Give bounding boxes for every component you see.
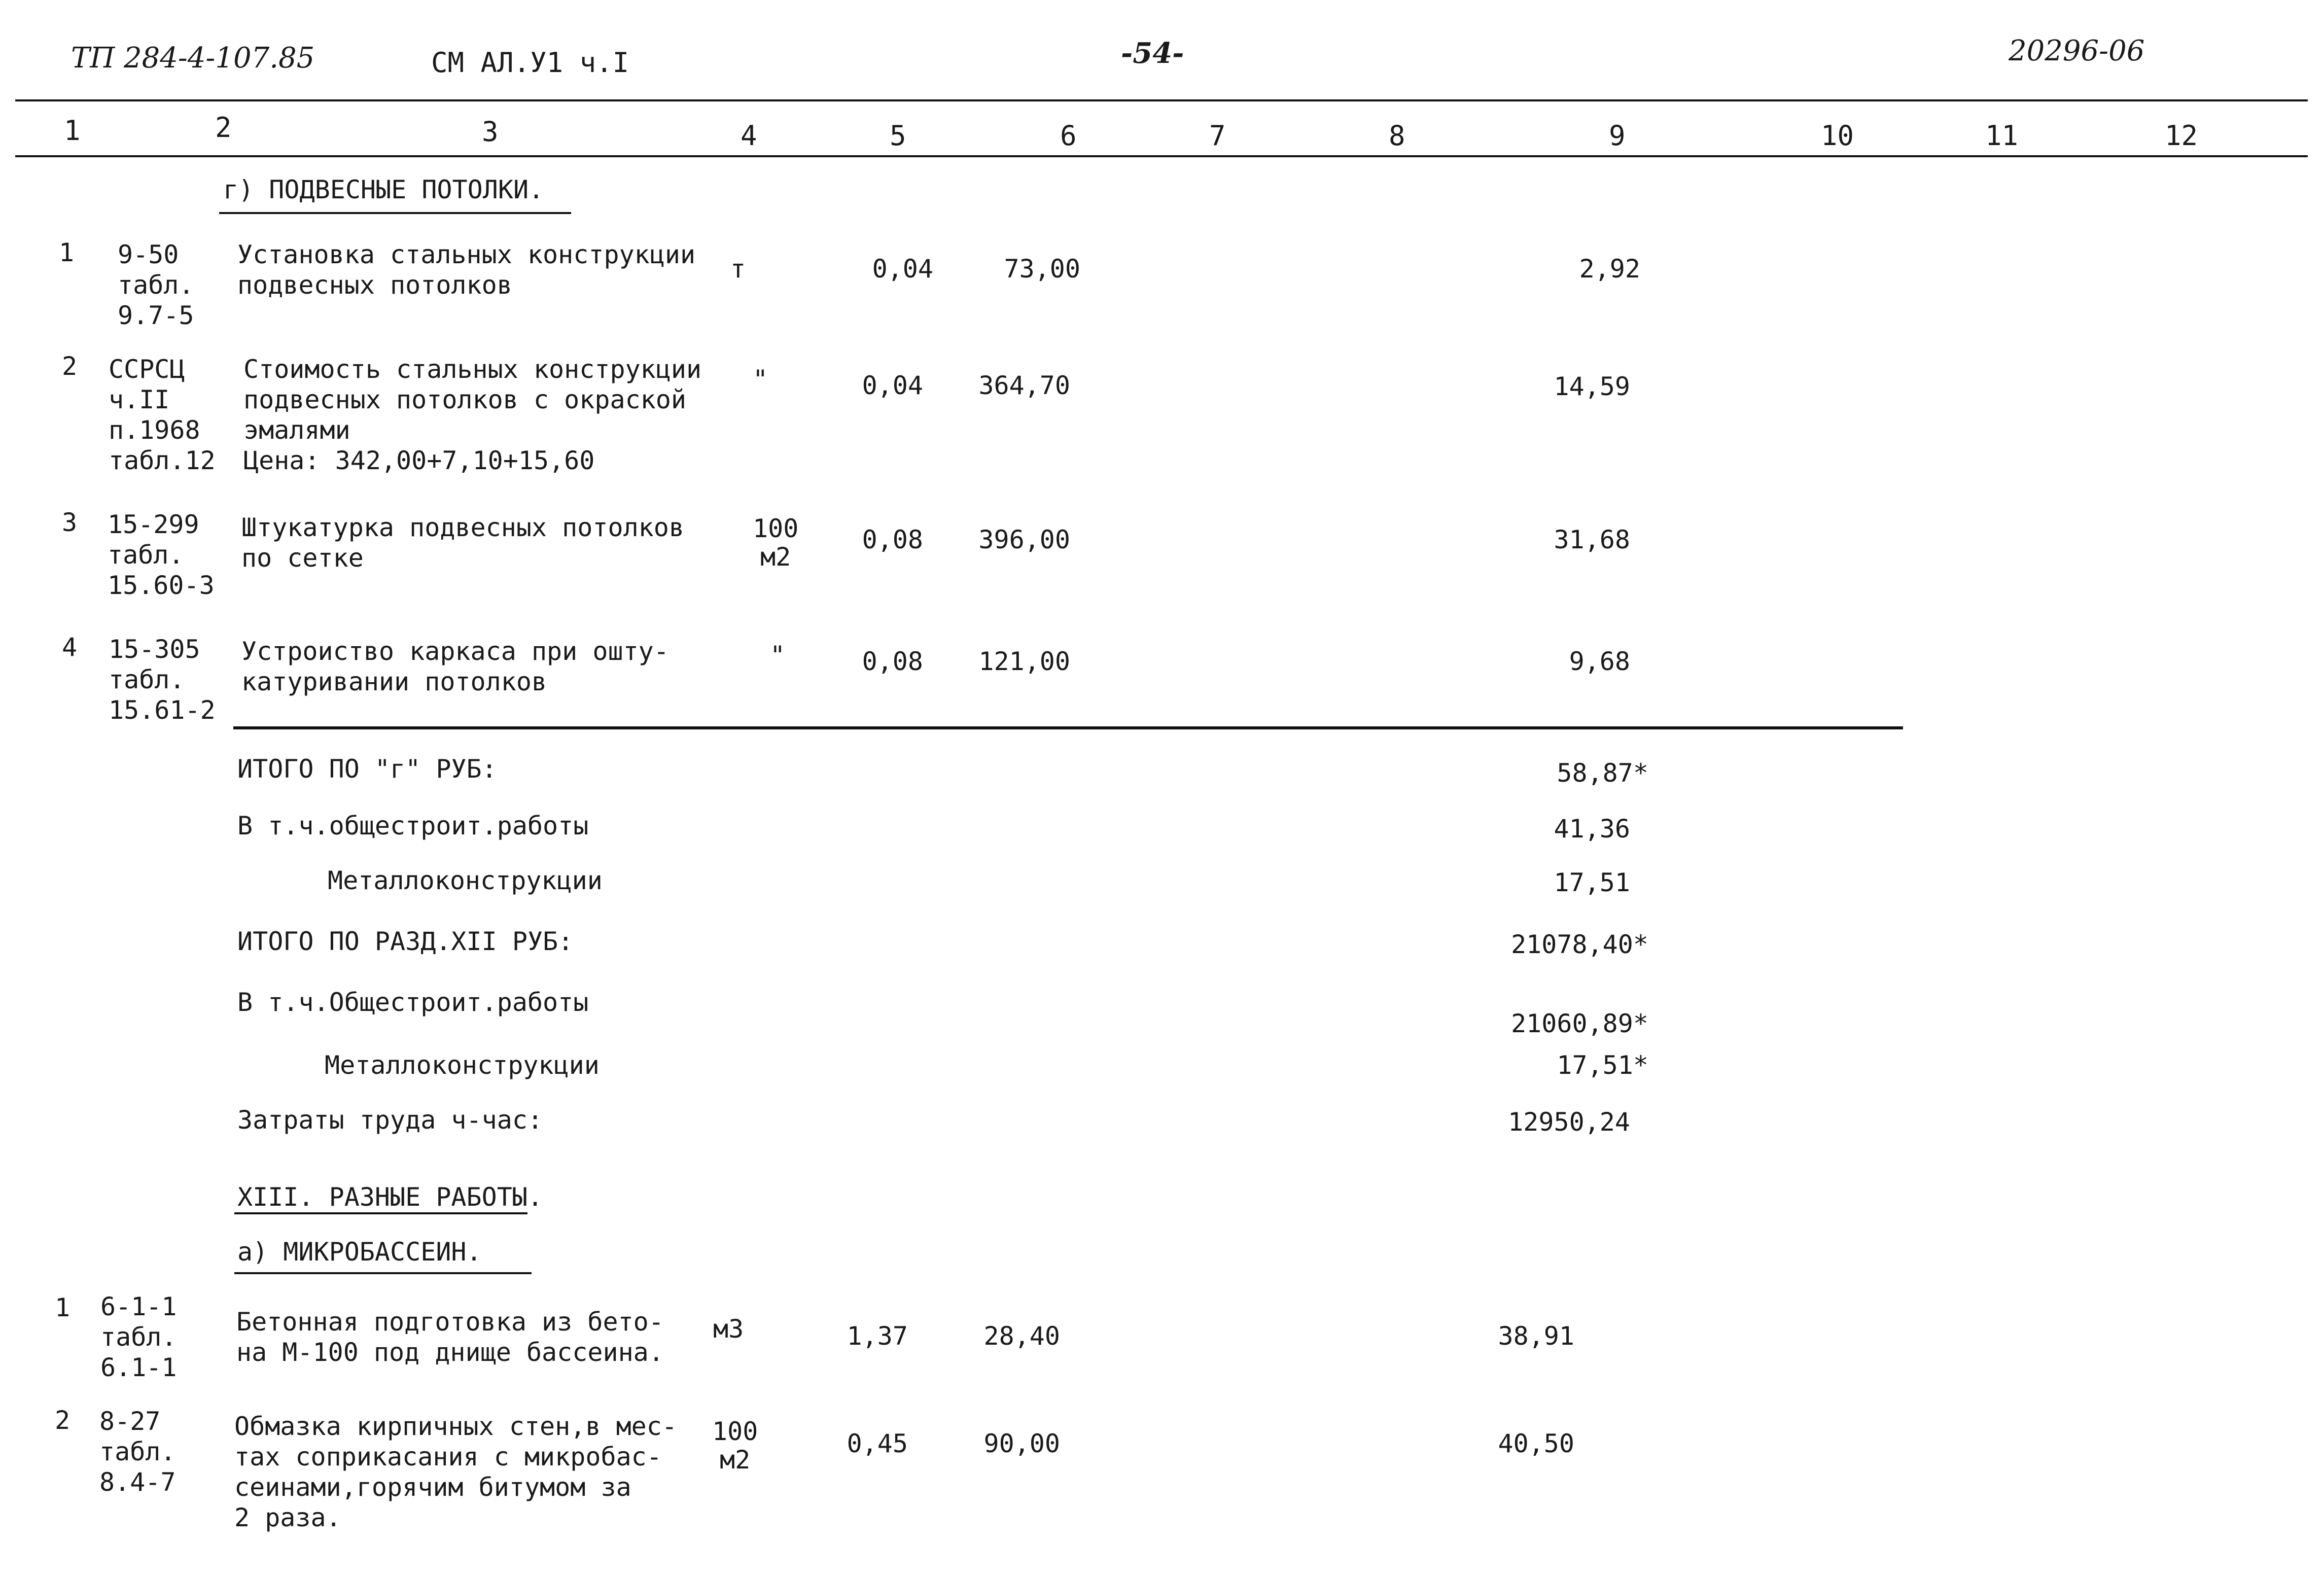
row-number: 2 <box>55 1406 71 1435</box>
column-number-4: 4 <box>741 120 757 152</box>
page-number: -54- <box>1121 37 1184 70</box>
doc-code: ТП 284-4-107.85 <box>71 42 315 75</box>
work-description: Установка стальных конструкции подвесных потолков <box>237 240 696 300</box>
column-number-8: 8 <box>1389 120 1405 152</box>
norm-code: ССРСЦ ч.II п.1968 табл.12 <box>109 355 216 475</box>
unit: т <box>730 254 746 284</box>
quantity: 0,04 <box>872 254 933 284</box>
row-number: 2 <box>62 352 78 381</box>
column-number-9: 9 <box>1609 120 1626 152</box>
work-description: Бетонная подготовка из бето- на М-100 под днище бассеина. <box>236 1307 664 1367</box>
quantity: 0,08 <box>862 647 923 676</box>
total-label: Затраты труда ч-час: <box>237 1105 543 1135</box>
total-cost: 31,68 <box>1554 525 1630 554</box>
total-value: 58,87* <box>1557 758 1648 788</box>
total-cost: 9,68 <box>1569 647 1630 676</box>
total-value: 21060,89* <box>1511 1009 1648 1038</box>
work-description: Стоимость стальных конструкции подвесных потолков с окраской эмалями Цена: 342,00+7,10+15,60 <box>243 355 702 475</box>
norm-code: 9-50 табл. 9.7-5 <box>118 240 194 330</box>
unit: м3 <box>713 1314 744 1344</box>
quantity: 0,04 <box>862 371 923 400</box>
row-number: 4 <box>62 633 78 662</box>
total-value: 17,51 <box>1554 868 1630 897</box>
norm-code: 8-27 табл. 8.4-7 <box>99 1407 176 1497</box>
total-value: 21078,40* <box>1511 930 1648 959</box>
column-number-6: 6 <box>1060 120 1077 152</box>
total-label: ИТОГО ПО РАЗД.XII РУБ: <box>237 927 574 956</box>
total-value: 17,51* <box>1557 1050 1648 1080</box>
quantity: 1,37 <box>847 1321 908 1351</box>
quantity: 0,45 <box>847 1429 908 1458</box>
total-cost: 38,91 <box>1498 1321 1574 1351</box>
total-cost: 2,92 <box>1579 254 1640 284</box>
section-divider <box>233 726 1903 729</box>
unit-price: 364,70 <box>978 371 1070 400</box>
unit-price: 73,00 <box>1004 254 1080 284</box>
section-xiii-subtitle: а) МИКРОБАССЕИН. <box>237 1237 482 1267</box>
work-description: Устроиство каркаса при ошту- катуривании потолков <box>241 637 669 696</box>
total-cost: 14,59 <box>1554 372 1630 401</box>
archive-number: 20296-06 <box>2009 34 2145 67</box>
total-value: 41,36 <box>1554 814 1630 844</box>
total-value: 12950,24 <box>1508 1107 1630 1137</box>
column-number-1: 1 <box>64 115 81 147</box>
column-number-11: 11 <box>1985 120 2019 152</box>
unit-price: 121,00 <box>978 647 1070 676</box>
section-code: СМ АЛ.У1 ч.I <box>431 47 629 79</box>
column-number-7: 7 <box>1209 120 1226 152</box>
unit: " <box>753 365 768 394</box>
total-cost: 40,50 <box>1498 1429 1574 1458</box>
row-number: 1 <box>59 238 75 267</box>
unit: 100 м2 <box>712 1417 758 1475</box>
total-label: Металлоконструкции <box>328 866 603 895</box>
unit: 100 м2 <box>753 514 799 572</box>
header-rule-bottom <box>15 155 2308 157</box>
unit-price: 90,00 <box>983 1429 1060 1458</box>
norm-code: 15-299 табл. 15.60-3 <box>108 510 215 600</box>
unit-price: 396,00 <box>978 525 1070 554</box>
header-rule-top <box>15 99 2308 101</box>
column-number-5: 5 <box>890 120 906 152</box>
column-number-3: 3 <box>482 116 499 148</box>
row-number: 3 <box>62 508 78 537</box>
column-number-2: 2 <box>215 112 232 144</box>
section-xiii-title-underline <box>234 1212 527 1214</box>
row-number: 1 <box>55 1293 71 1322</box>
total-label: ИТОГО ПО "г" РУБ: <box>237 754 497 784</box>
section-g-title-underline <box>219 212 571 214</box>
total-label: Металлоконструкции <box>325 1050 600 1080</box>
norm-code: 6-1-1 табл. 6.1-1 <box>100 1292 177 1382</box>
column-number-12: 12 <box>2165 120 2198 152</box>
total-label: В т.ч.общестроит.работы <box>237 811 589 840</box>
section-xiii-title: XIII. РАЗНЫЕ РАБОТЫ. <box>237 1182 543 1212</box>
quantity: 0,08 <box>862 525 923 554</box>
column-number-10: 10 <box>1821 120 1854 152</box>
unit: " <box>770 641 786 670</box>
section-g-title: г) ПОДВЕСНЫЕ ПОТОЛКИ. <box>223 175 544 204</box>
unit-price: 28,40 <box>983 1321 1060 1351</box>
total-label: В т.ч.Общестроит.работы <box>237 988 589 1017</box>
work-description: Обмазка кирпичных стен,в мес- тах соприкасания с микробас- сеинами,горячим битумом за 2 раза. <box>234 1412 677 1532</box>
norm-code: 15-305 табл. 15.61-2 <box>109 635 216 725</box>
section-xiii-subtitle-underline <box>234 1272 532 1274</box>
work-description: Штукатурка подвесных потолков по сетке <box>241 513 684 573</box>
